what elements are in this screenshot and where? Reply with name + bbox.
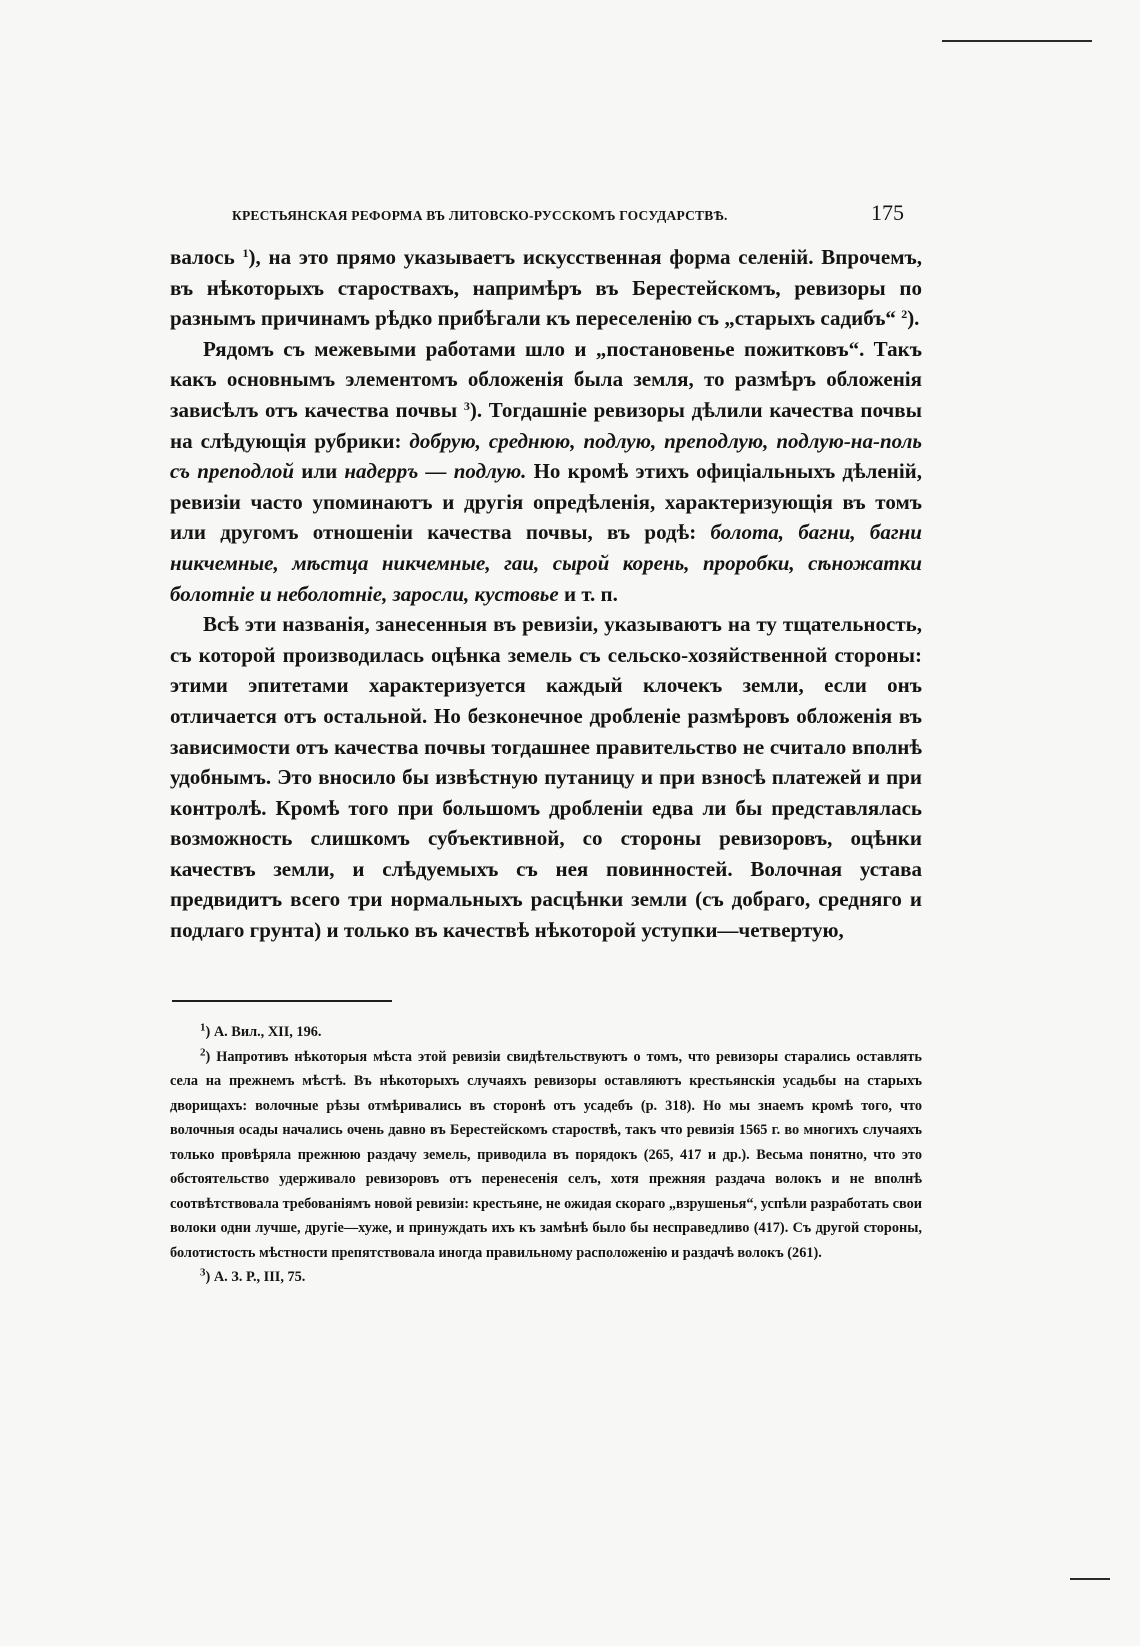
- footnote-ref[interactable]: 2: [901, 307, 908, 321]
- footnote-mark: 1: [200, 1021, 206, 1034]
- italic-term: добрую, среднюю, подлую, преподлую, подлую-на-поль съ преподлой: [170, 428, 922, 484]
- page-number: 175: [871, 200, 904, 225]
- footnote-ref[interactable]: 1: [242, 245, 249, 260]
- italic-term: надерръ — подлую.: [344, 459, 527, 484]
- footnote-1: $^1$) А. Вил., XII, 196.: [200, 1021, 322, 1040]
- italic-term: болота, багни, багни никчемные, мѣстца никчемные, гаи, сырой корень, проробки, сѣножатки болотніе и неболотніе, заросли, кустовье: [170, 520, 922, 606]
- paragraph-1: валось $^1$), на это прямо указываетъ искусственная форма селеній. Впрочемъ, въ нѣкоторыхъ староствахъ, напримѣръ въ Берестейскомъ, ревизоры по разнымъ причинамъ рѣдко прибѣгали къ переселенію съ „старыхъ садибъ“ $^2$).: [170, 245, 922, 331]
- running-title: КРЕСТЬЯНСКАЯ РЕФОРМА ВЪ ЛИТОВСКО-РУССКОМЪ ГОСУДАРСТВѢ.: [232, 208, 728, 223]
- footnote-mark: 3: [200, 1266, 206, 1279]
- scan-edge-mark: [1070, 1578, 1110, 1580]
- footnote-mark: 2: [200, 1046, 206, 1058]
- footnotes: [170, 1020, 922, 1290]
- footnote-ref[interactable]: 3: [463, 398, 470, 413]
- scan-edge-line: [942, 40, 1092, 42]
- footnote-3: $^3$) А. З. Р., III, 75.: [200, 1266, 306, 1285]
- paragraph-3: Всѣ эти названія, занесенныя въ ревизіи, указываютъ на ту тщательность, съ которой производилась оцѣнка земель съ сельско-хозяйственной стороны: этими эпитетами характеризуется каждый клочекъ земли, если онъ отличается отъ остальной. Но безконечное дробленіе размѣровъ обложенія въ зависимости отъ качества почвы тогдашнее правительство не считало вполнѣ удобнымъ. Это вносило бы извѣстную путаницу и при взносѣ платежей и при контролѣ. Кромѣ того при большомъ дробленіи едва ли бы представлялась возможность слишкомъ субъективной, со стороны ревизоровъ, оцѣнки качествъ земли, и слѣдуемыхъ съ нея повинностей. Волочная устава предвидитъ всего три нормальныхъ расцѣнки земли (съ добраго, средняго и подлаго грунта) и только въ качествѣ нѣкоторой уступки—четвертую,: [170, 612, 922, 943]
- page-header: [232, 200, 912, 226]
- main-text: [170, 242, 922, 946]
- footnote-divider: [172, 1000, 392, 1002]
- footnote-2: $^2$) Напротивъ нѣкоторыя мѣста этой ревизіи свидѣтельствуютъ о томъ, что ревизоры старались оставлять села на прежнемъ мѣстѣ. Въ нѣкоторыхъ случаяхъ ревизоры оставляютъ крестьянскія усадьбы на старыхъ дворищахъ: волочные рѣзы отмѣривались въ сторонѣ отъ усадебъ (р. 318). Но мы знаемъ кромѣ того, что волочныя осады начались очень давно въ Берестейскомъ староствѣ, такъ что ревизія 1565 г. во многихъ случаяхъ только провѣряла прежнюю раздачу земель, приводила въ порядокъ (265, 417 и др.). Весьма понятно, что это обстоятельство удерживало ревизоровъ отъ перенесенія селъ, хотя прежняя раздача волокъ и не вполнѣ соотвѣтствовала требованіямъ новой ревизіи: крестьяне, не ожидая скораго „взрушенья“, успѣли разработать свои волоки одни лучше, другіе—хуже, и принуждать ихъ къ замѣнѣ было бы несправедливо (417). Съ другой стороны, болотистость мѣстности препятствовала иногда правильному расположенію и раздачѣ волокъ (261).: [170, 1046, 922, 1261]
- paragraph-2: Рядомъ съ межевыми работами шло и „постановенье пожитковъ“. Такъ какъ основнымъ элементомъ обложенія была земля, то размѣръ обложенія зависѣлъ отъ качества почвы $^3$). Тогдашніе ревизоры дѣлили качества почвы на слѣдующія рубрики: добрую, среднюю, подлую, преподлую, подлую-на-поль съ преподлой или надерръ — подлую. Но кромѣ этихъ офиціальныхъ дѣленій, ревизіи часто упоминаютъ и другія опредѣленія, характеризующія въ томъ или другомъ отношеніи качества почвы, въ родѣ: болота, багни, багни никчемные, мѣстца никчемные, гаи, сырой корень, проробки, сѣножатки болотніе и неболотніе, заросли, кустовье и т. п.: [170, 336, 923, 606]
